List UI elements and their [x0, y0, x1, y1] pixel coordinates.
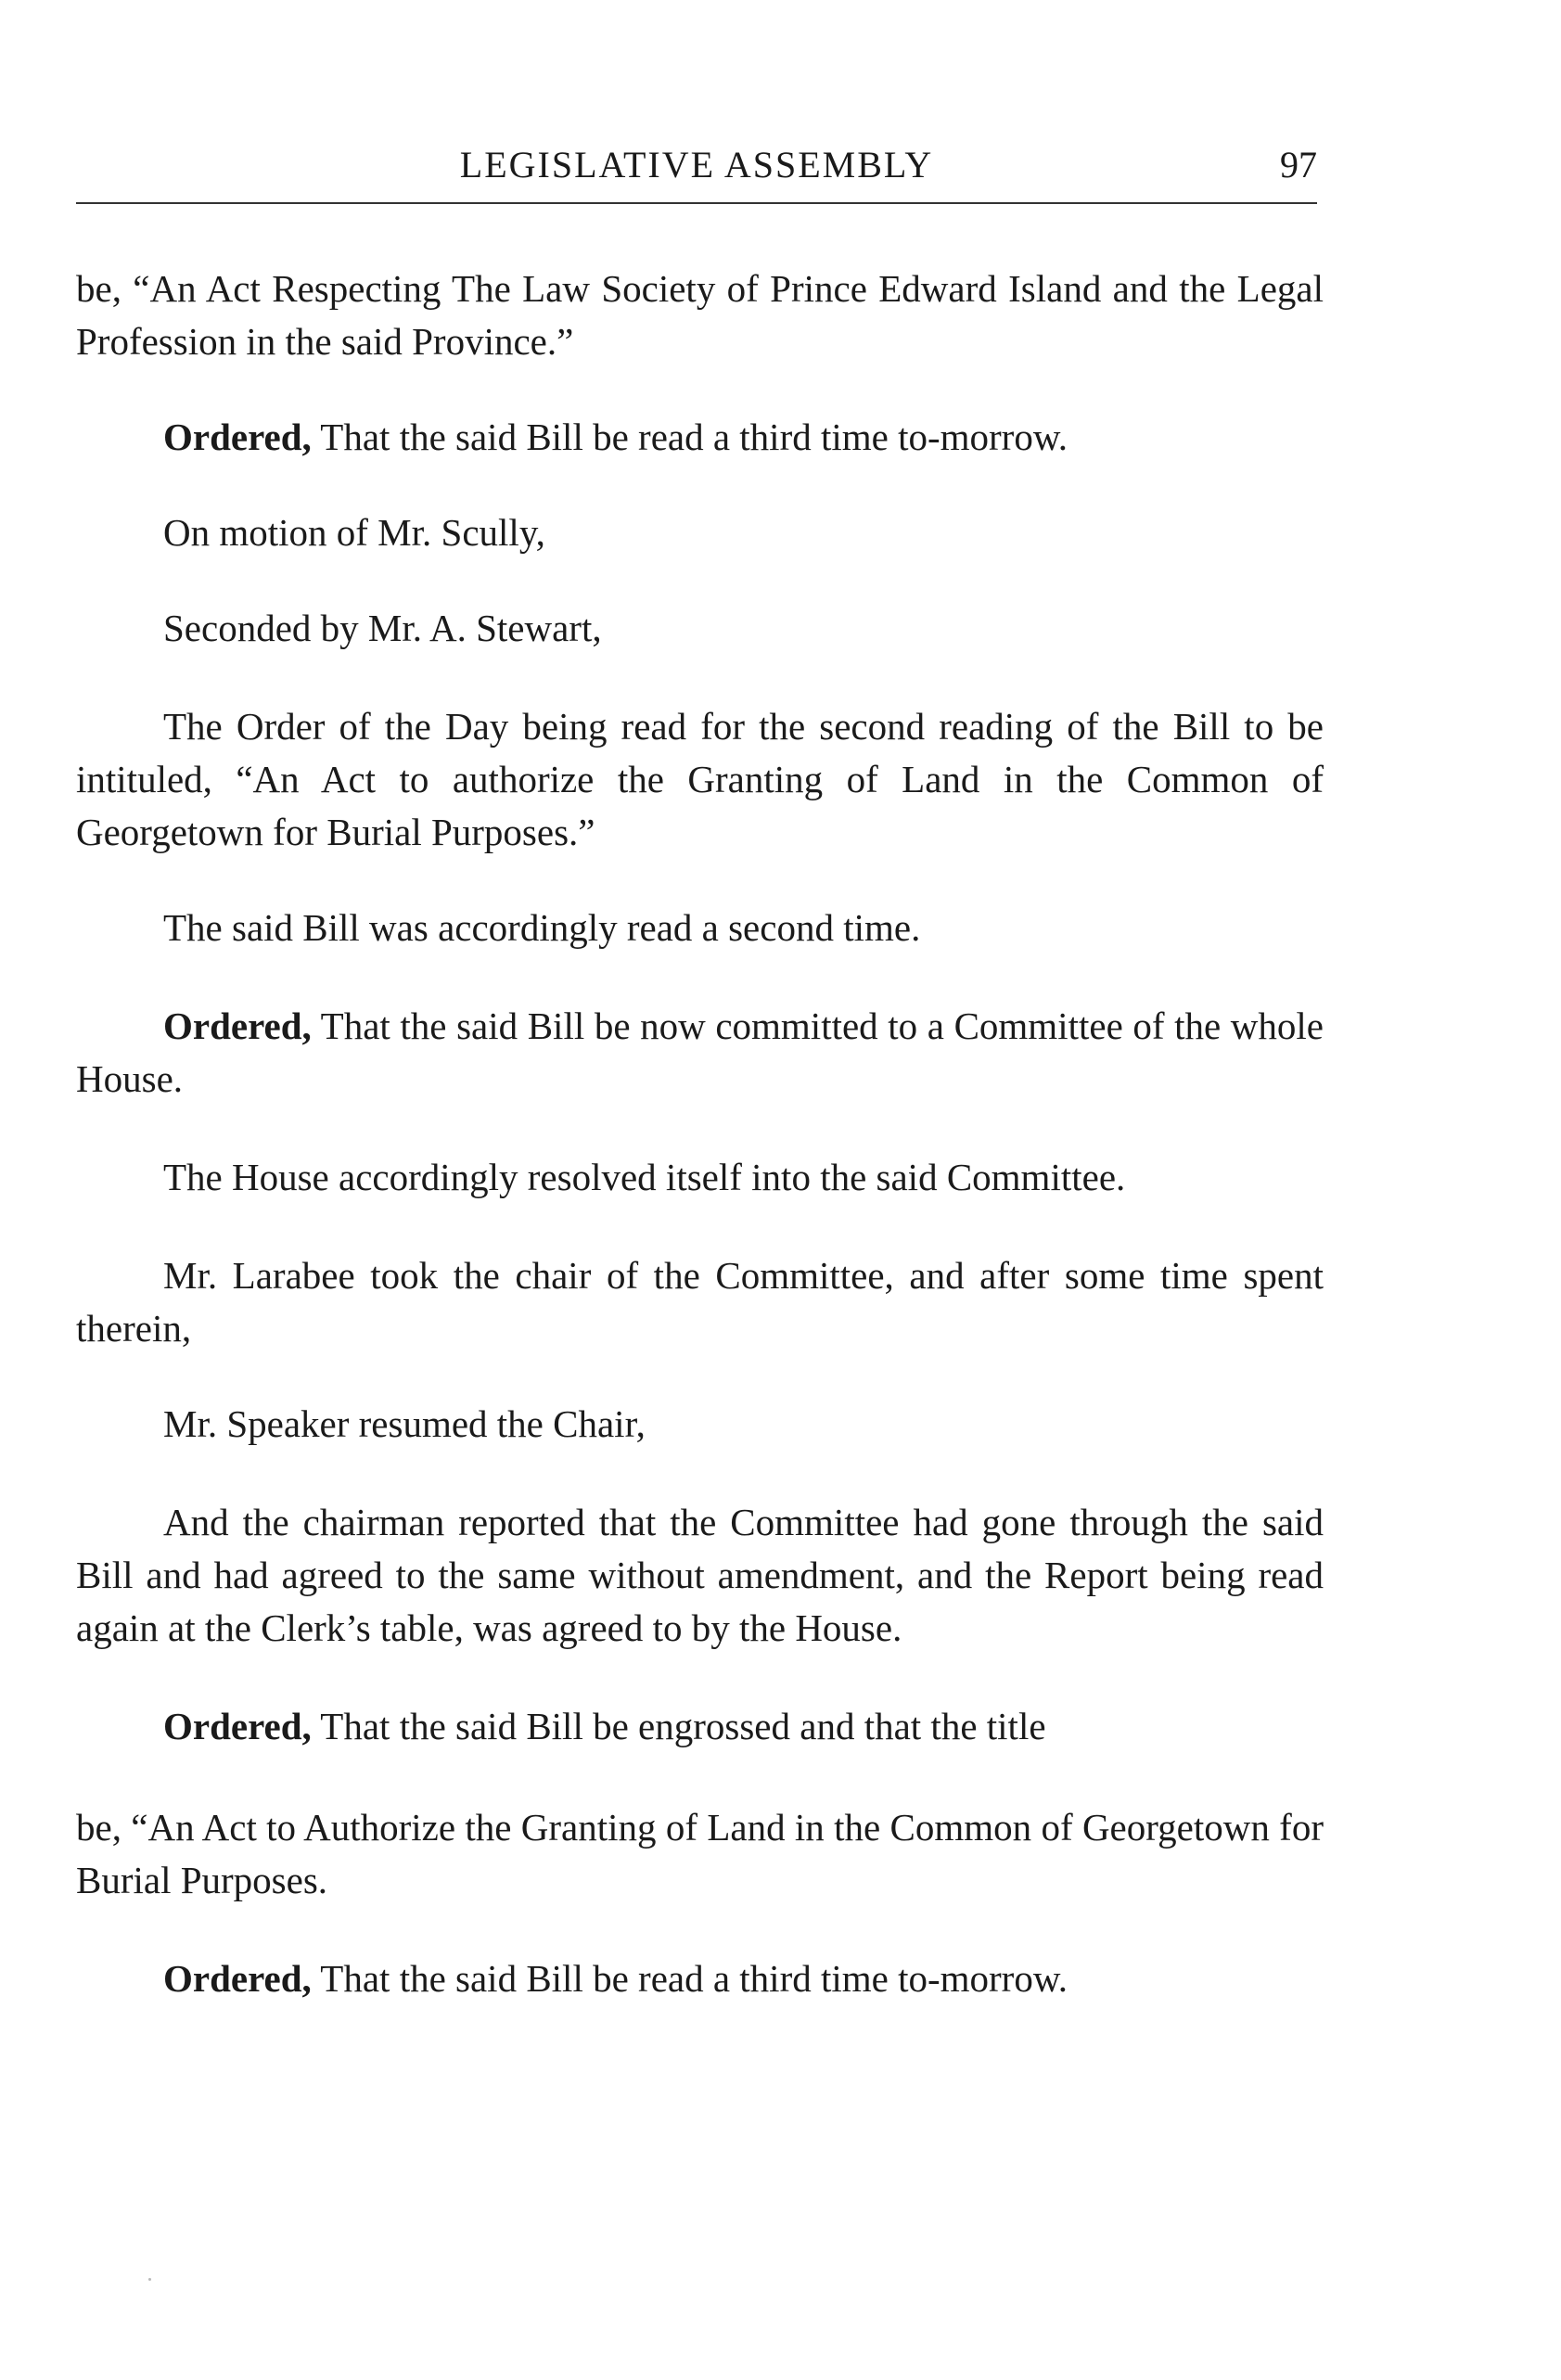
paragraph-text: be, “An Act Respecting The Law Society of Prince Edward Island and the Legal Profession in the said Province.” [76, 267, 1324, 363]
paragraph-text: Mr. Larabee took the chair of the Committee, and after some time spent therein, [76, 1254, 1324, 1350]
paragraph-text: The Order of the Day being read for the second reading of the Bill to be intituled, “An Act to authorize the Granting of Land in the Common of Georgetown for Burial Purposes.” [76, 705, 1324, 853]
paragraph-text: Mr. Speaker resumed the Chair, [163, 1402, 646, 1445]
paragraph-text: That the said Bill be read a third time to-morrow. [311, 416, 1068, 458]
ordered-label: Ordered, [163, 1957, 312, 2000]
paragraph-text: That the said Bill be now committed to a Committee of the whole House. [76, 1004, 1324, 1100]
running-head [76, 137, 1317, 193]
paragraph-ordered-third-reading-final [76, 1952, 1324, 2005]
running-title: LEGISLATIVE ASSEMBLY [459, 144, 934, 186]
ordered-label: Ordered, [163, 1705, 312, 1747]
header-rule [76, 202, 1317, 204]
paragraph-text: On motion of Mr. Scully, [163, 511, 545, 554]
paragraph-motion [76, 506, 1324, 559]
body-text [76, 262, 1324, 2005]
paragraph-bill-title-continuation [76, 262, 1324, 368]
paragraph-text: That the said Bill be read a third time to-morrow. [311, 1957, 1068, 2000]
page-number: 97 [1280, 144, 1317, 186]
paragraph-chair-taken [76, 1249, 1324, 1355]
paragraph-title-be [76, 1801, 1324, 1907]
paragraph-text: Seconded by Mr. A. Stewart, [163, 607, 602, 649]
paragraph-text: be, “An Act to Authorize the Granting of Land in the Common of Georgetown for Burial Purposes. [76, 1806, 1324, 1901]
paragraph-ordered-third-reading [76, 411, 1324, 464]
paragraph-house-resolved [76, 1151, 1324, 1204]
paper-speck [148, 2278, 151, 2281]
paragraph-text: The House accordingly resolved itself into the said Committee. [163, 1156, 1126, 1198]
paragraph-second-reading [76, 902, 1324, 954]
paragraph-ordered-engrossed [76, 1700, 1324, 1753]
paragraph-text: And the chairman reported that the Committee had gone through the said Bill and had agreed to the same without amendment, and the Report being read again at the Clerk’s table, was agreed to by the House. [76, 1501, 1324, 1649]
paragraph-seconded [76, 602, 1324, 655]
paragraph-text: That the said Bill be engrossed and that the title [311, 1705, 1046, 1747]
paragraph-order-of-day [76, 700, 1324, 859]
ordered-label: Ordered, [163, 416, 312, 458]
paragraph-chairman-report [76, 1496, 1324, 1655]
ordered-label: Ordered, [163, 1004, 312, 1047]
paragraph-speaker-resumed [76, 1398, 1324, 1451]
paragraph-text: The said Bill was accordingly read a second time. [163, 906, 921, 949]
paragraph-ordered-committed [76, 1000, 1324, 1106]
